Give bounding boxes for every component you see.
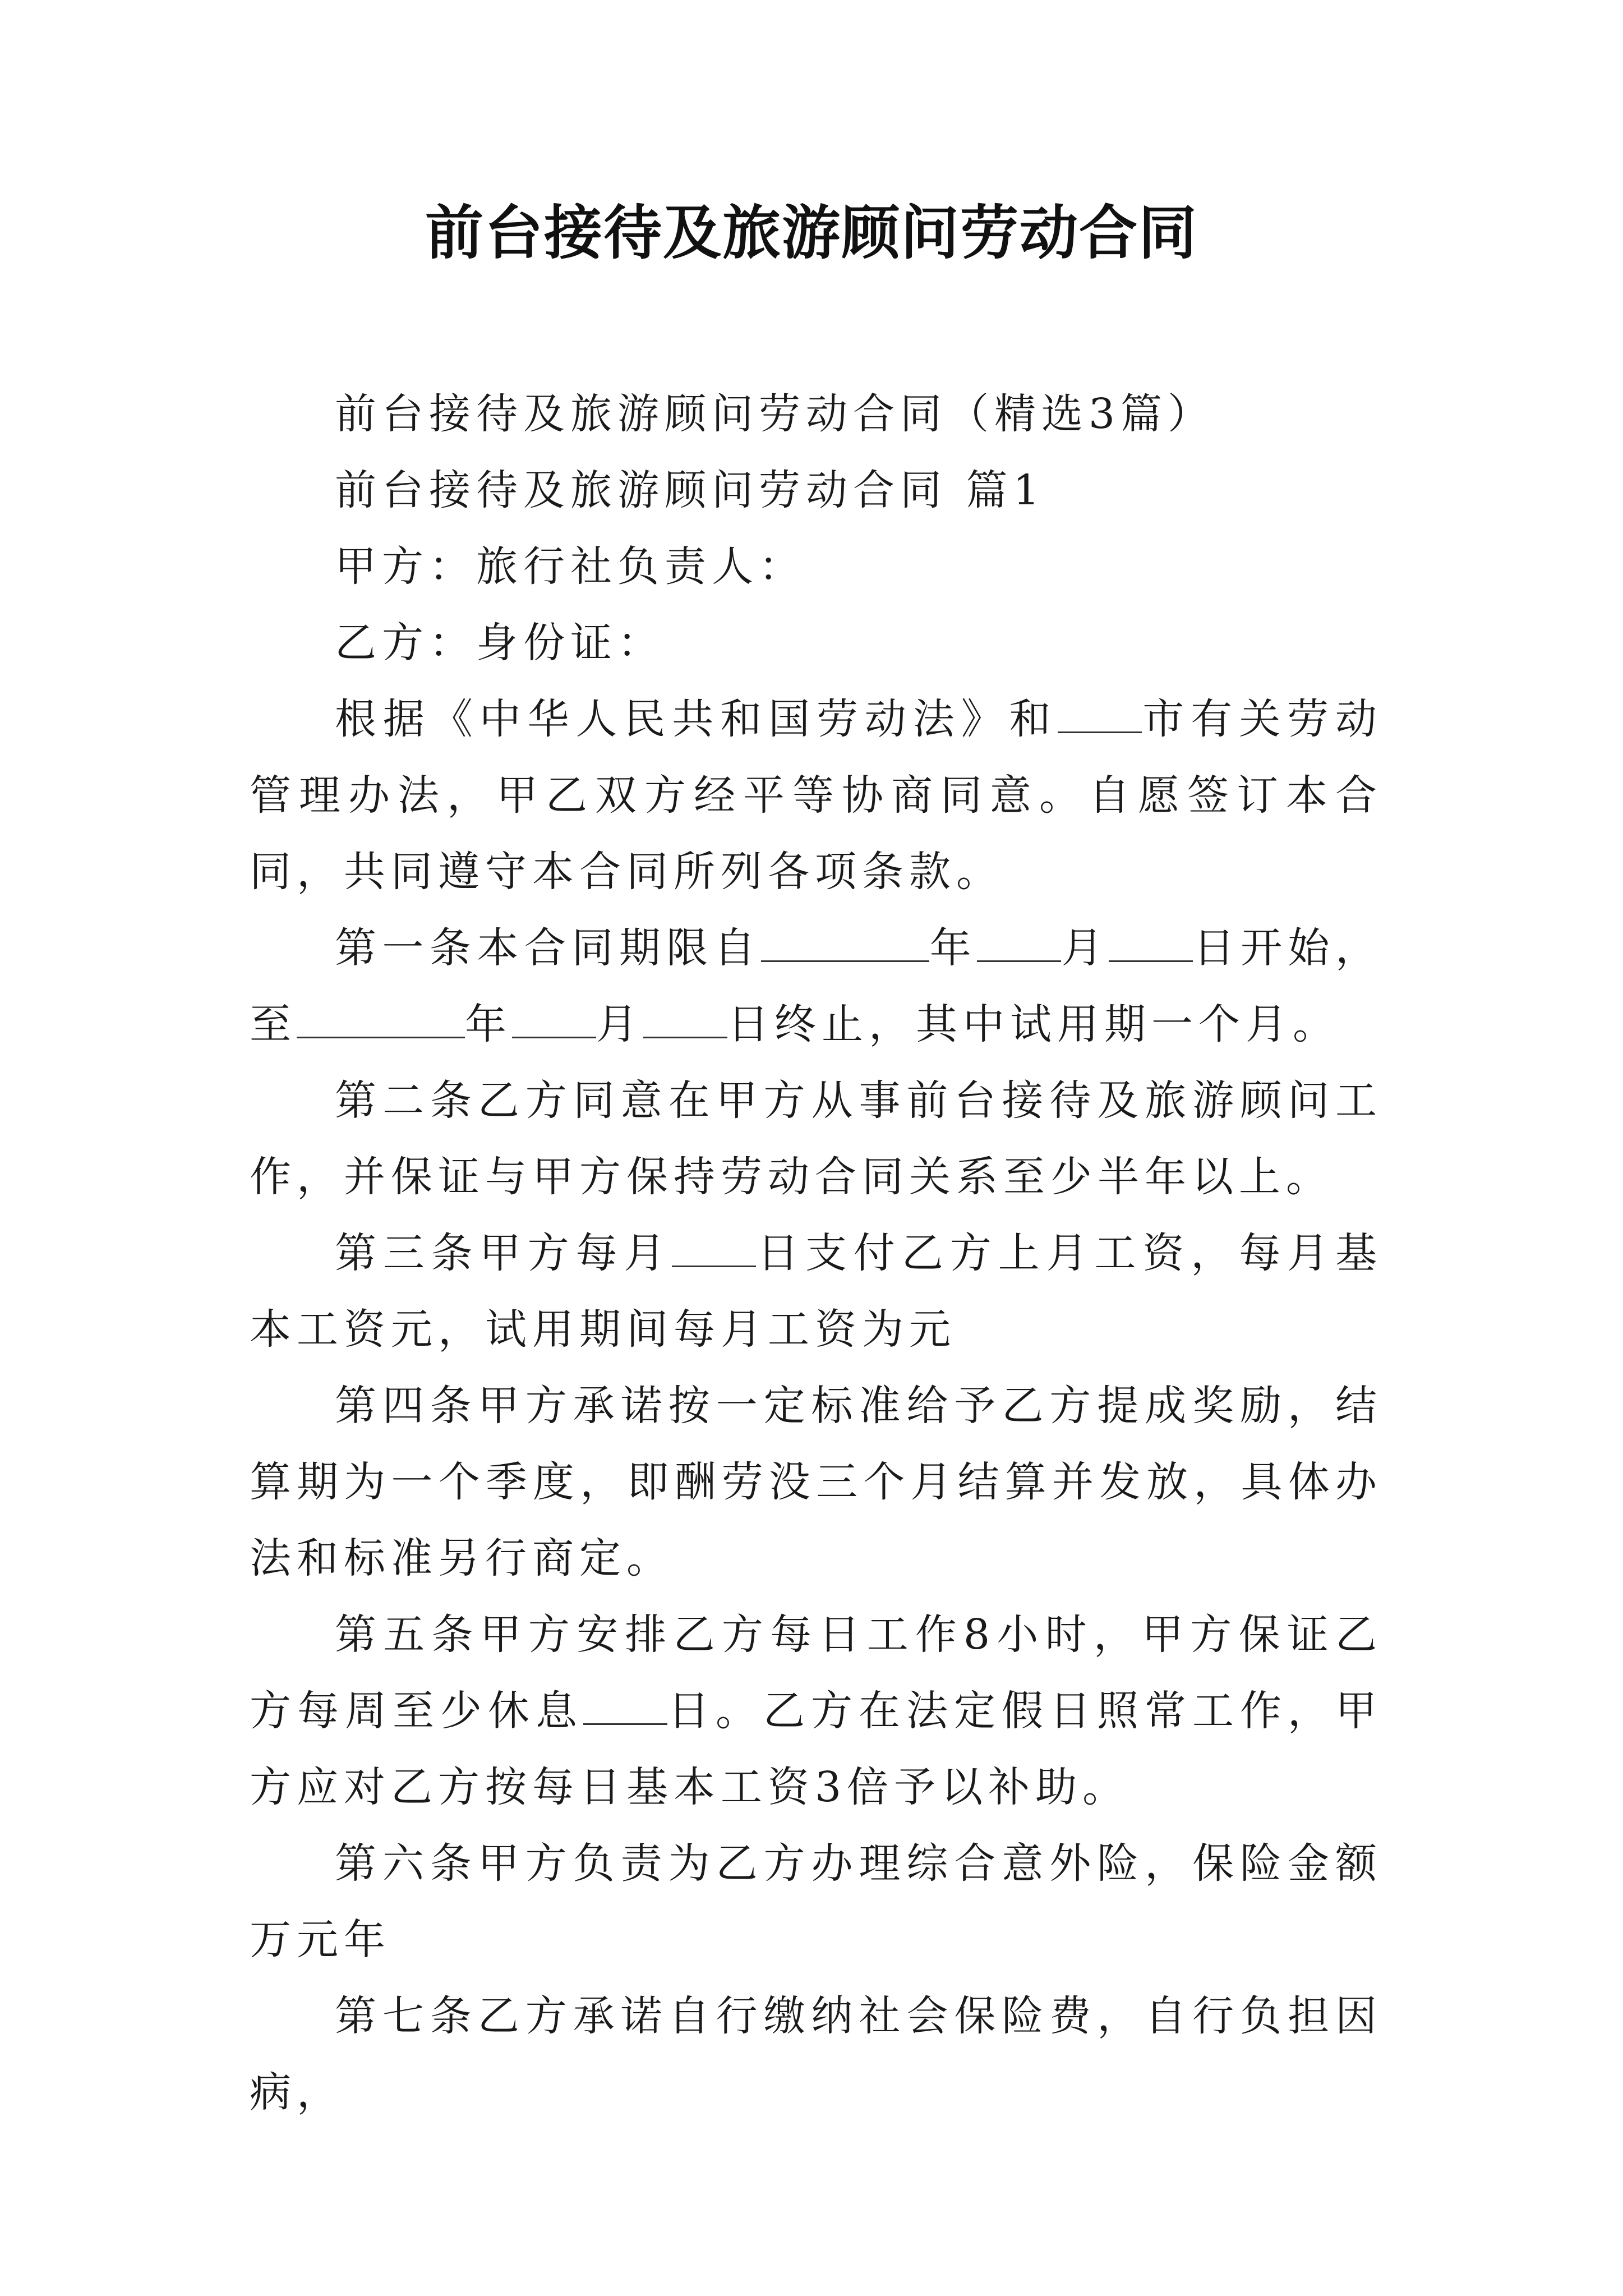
- intro-text-2: 市有关劳动管理办法，甲乙双方经平等协商同意。自愿签订本合同，共同遵守本合同所列各项条款。: [250, 695, 1382, 896]
- article-1: [250, 910, 1382, 1062]
- city-blank: [1058, 692, 1142, 733]
- pay-day-blank: [672, 1226, 756, 1267]
- article-3-text-2: 日支付乙方上月工资，每月基本工资元，试用期间每月工资为元: [250, 1229, 1383, 1354]
- article-1-text-5: 年: [465, 1000, 512, 1048]
- section-heading: 前台接待及旅游顾问劳动合同 篇1: [335, 466, 1045, 514]
- document-title: 前台接待及旅游顾问劳动合同: [425, 199, 1198, 267]
- article-3: [250, 1215, 1382, 1368]
- article-1-text-3: 月: [1061, 924, 1109, 972]
- rest-days-blank: [583, 1684, 667, 1725]
- start-day-blank: [1109, 921, 1193, 962]
- article-1-text-2: 年: [929, 924, 978, 972]
- article-2: 第二条乙方同意在甲方从事前台接待及旅游顾问工作，并保证与甲方保持劳动合同关系至少半年以上。: [250, 1076, 1382, 1201]
- document-subtitle: 前台接待及旅游顾问劳动合同（精选3篇）: [335, 390, 1215, 438]
- end-year-blank: [297, 997, 465, 1038]
- article-5: [250, 1596, 1382, 1825]
- party-b-line: 乙方：身份证：: [335, 619, 665, 667]
- article-1-text-6: 月: [596, 1000, 643, 1048]
- article-5-text-2: 日。乙方在法定假日照常工作，甲方应对乙方按每日基本工资3倍予以补助。: [250, 1687, 1382, 1811]
- end-month-blank: [512, 997, 596, 1038]
- article-5-text-1: 第五条甲方安排乙方每日工作8小时，甲方保证乙方每周至少休息: [250, 1611, 1382, 1735]
- article-1-text-7: 日终止，其中试用期一个月。: [727, 1000, 1340, 1048]
- article-7: 第七条乙方承诺自行缴纳社会保险费，自行负担因病，: [250, 1992, 1382, 2116]
- article-6: 第六条甲方负责为乙方办理综合意外险，保险金额万元年: [250, 1839, 1382, 1964]
- document-body: [250, 376, 1382, 2131]
- intro-paragraph: [250, 681, 1382, 910]
- start-year-blank: [761, 921, 929, 962]
- article-1-text-4: 日开始，至: [250, 924, 1383, 1048]
- intro-text-1: 根据《中华人民共和国劳动法》和: [335, 695, 1058, 743]
- end-day-blank: [643, 997, 727, 1038]
- start-month-blank: [977, 921, 1061, 962]
- article-4: 第四条甲方承诺按一定标准给予乙方提成奖励，结算期为一个季度，即酬劳没三个月结算并发放，具体办法和标准另行商定。: [250, 1382, 1382, 1582]
- article-3-text-1: 第三条甲方每月: [335, 1229, 672, 1277]
- article-1-text-1: 第一条本合同期限自: [335, 924, 762, 972]
- party-a-line: 甲方：旅行社负责人：: [335, 542, 806, 591]
